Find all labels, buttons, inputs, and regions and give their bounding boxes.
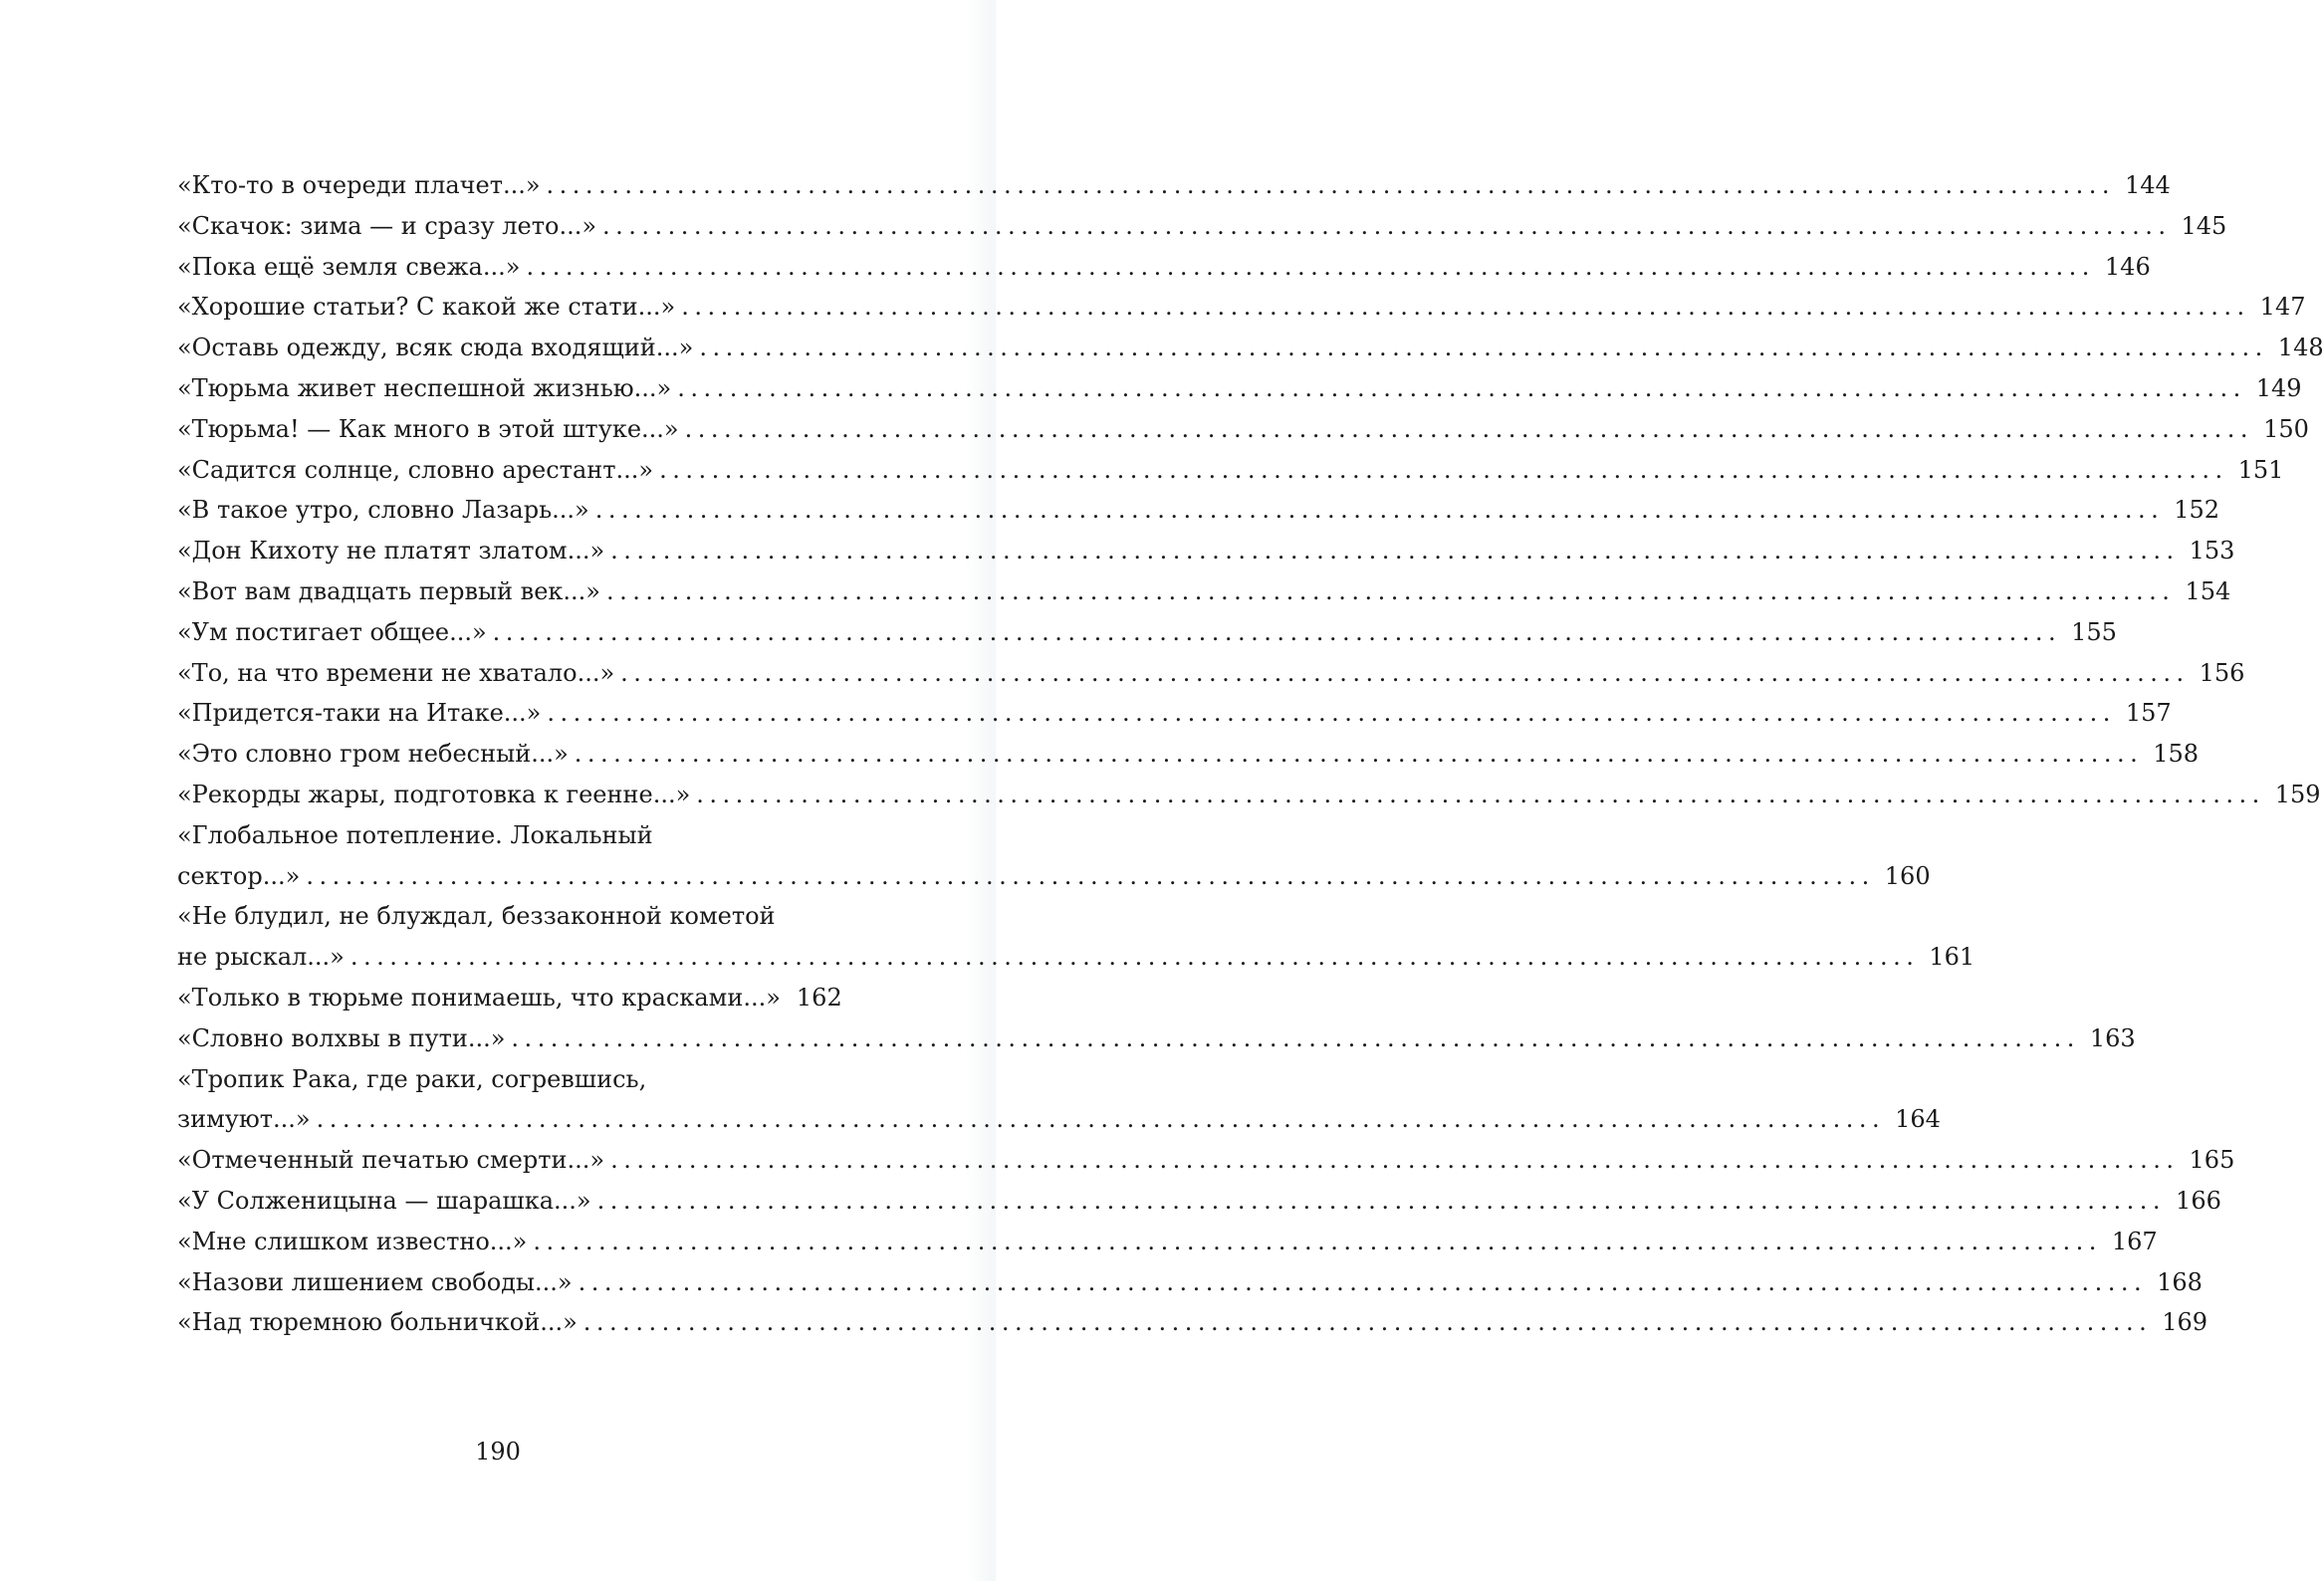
toc-entry-page: 156 bbox=[2199, 658, 2245, 687]
leader-dots: ........................................................................................................................ bbox=[610, 1146, 2180, 1175]
toc-entry bbox=[177, 409, 2309, 450]
toc-entry-title: «Только в тюрьме понимаешь, что красками...» bbox=[177, 983, 781, 1012]
toc-entry-title: «Тюрьма! — Как много в этой штуке...» bbox=[177, 414, 679, 443]
toc-entry-title: «Пока ещё земля свежа...» bbox=[177, 252, 521, 281]
toc-entry-first-line bbox=[177, 1059, 834, 1100]
toc-entry-title: «Тропик Рака, где раки, согревшись, bbox=[177, 1064, 647, 1093]
toc-entry-title: «Оставь одежду, всяк сюда входящий...» bbox=[177, 334, 694, 362]
toc-entry-title: «Кто-то в очереди плачет...» bbox=[177, 171, 541, 199]
leader-dots: ........................................................................................................................ bbox=[620, 658, 2190, 687]
toc-entry bbox=[177, 490, 2220, 531]
toc-entry-page: 163 bbox=[2089, 1023, 2136, 1052]
leader-dots: ........................................................................................................................ bbox=[594, 496, 2165, 525]
toc-entry-page: 161 bbox=[1929, 943, 1975, 972]
leader-dots: ........................................................................................................................ bbox=[533, 1227, 2102, 1255]
leader-dots: ........................................................................................................................ bbox=[605, 576, 2176, 605]
toc-entry bbox=[177, 531, 2235, 571]
toc-entry bbox=[177, 287, 2306, 328]
toc-entry bbox=[177, 1222, 2158, 1262]
toc-entry-title: «Это словно гром небесный...» bbox=[177, 740, 569, 769]
toc-entry-title: «Над тюремною больничкой...» bbox=[177, 1308, 578, 1337]
toc-entry bbox=[177, 734, 2200, 775]
toc-entry bbox=[177, 978, 842, 1018]
toc-entry-first-line bbox=[177, 896, 834, 937]
toc-entry-title-continued: сектор...» bbox=[177, 861, 301, 890]
toc-entry-page: 165 bbox=[2189, 1146, 2235, 1175]
toc-entry-page: 154 bbox=[2185, 576, 2231, 605]
toc-entry-title: «Словно волхвы в пути...» bbox=[177, 1023, 506, 1052]
toc-entry bbox=[177, 571, 2231, 612]
toc-entry-title: «Дон Кихоту не платят златом...» bbox=[177, 537, 605, 565]
toc-entry-page: 146 bbox=[2104, 252, 2151, 281]
toc-entry bbox=[177, 368, 2302, 409]
toc-entry bbox=[177, 653, 2245, 694]
toc-entry-title: «Хорошие статьи? С какой же стати...» bbox=[177, 293, 676, 322]
table-of-contents bbox=[177, 165, 2324, 1343]
toc-entry-page: 166 bbox=[2176, 1186, 2221, 1215]
toc-entry bbox=[177, 1302, 2208, 1343]
toc-entry-title: «Скачок: зима — и сразу лето...» bbox=[177, 211, 597, 240]
toc-entry-title: «В такое утро, словно Лазарь...» bbox=[177, 496, 589, 525]
toc-entry-page: 159 bbox=[2274, 780, 2321, 808]
toc-entry-page: 147 bbox=[2259, 293, 2306, 322]
toc-entry-title-continued: не рыскал...» bbox=[177, 943, 345, 972]
toc-entry-title: «Тюрьма живет неспешной жизнью...» bbox=[177, 373, 672, 402]
page-number: 190 bbox=[475, 1438, 521, 1466]
toc-entry-page: 149 bbox=[2255, 373, 2302, 402]
toc-entry bbox=[177, 1181, 2221, 1222]
toc-entry-page: 168 bbox=[2157, 1267, 2203, 1296]
toc-entry-title: «Ум постигает общее...» bbox=[177, 617, 487, 646]
toc-entry-title-continued: зимуют...» bbox=[177, 1105, 311, 1134]
leader-dots: ........................................................................................................................ bbox=[349, 943, 1920, 972]
leader-dots: ........................................................................................................................ bbox=[596, 1186, 2167, 1215]
toc-entry-title: «Назови лишением свободы...» bbox=[177, 1267, 573, 1296]
leader-dots: ........................................................................................................................ bbox=[492, 617, 2062, 646]
toc-entry-page: 151 bbox=[2237, 455, 2284, 484]
toc-entry-title: «То, на что времени не хватало...» bbox=[177, 658, 615, 687]
leader-dots: ........................................................................................................................ bbox=[699, 334, 2268, 362]
toc-entry-page: 152 bbox=[2174, 496, 2220, 525]
toc-entry-page: 155 bbox=[2071, 617, 2117, 646]
toc-entry-title: «Мне слишком известно...» bbox=[177, 1227, 528, 1255]
toc-entry-page: 167 bbox=[2111, 1227, 2158, 1255]
toc-entry-page: 157 bbox=[2125, 699, 2172, 728]
toc-entry bbox=[177, 328, 2324, 368]
leader-dots: ........................................................................................................................ bbox=[547, 699, 2116, 728]
leader-dots: ........................................................................................................................ bbox=[677, 373, 2246, 402]
leader-dots: ........................................................................................................................ bbox=[574, 740, 2144, 769]
leader-dots: ........................................................................................................................ bbox=[696, 780, 2265, 808]
leader-dots: ........................................................................................................................ bbox=[511, 1023, 2080, 1052]
toc-entry bbox=[177, 937, 1975, 978]
toc-entry bbox=[177, 612, 2117, 653]
toc-entry bbox=[177, 1018, 2136, 1059]
toc-entry-page: 148 bbox=[2277, 334, 2324, 362]
toc-entry bbox=[177, 247, 2151, 288]
leader-dots: ........................................................................................................................ bbox=[659, 455, 2228, 484]
leader-dots: ........................................................................................................................ bbox=[578, 1267, 2148, 1296]
leader-dots: ........................................................................................................................ bbox=[681, 293, 2250, 322]
toc-entry bbox=[177, 206, 2227, 247]
toc-entry-title: «Глобальное потепление. Локальный bbox=[177, 820, 653, 849]
toc-entry-page: 144 bbox=[2125, 171, 2171, 199]
leader-dots: ........................................................................................................................ bbox=[602, 211, 2172, 240]
toc-entry-page: 160 bbox=[1884, 861, 1931, 890]
toc-entry-page: 145 bbox=[2181, 211, 2227, 240]
toc-entry-title: «Вот вам двадцать первый век...» bbox=[177, 576, 600, 605]
toc-entry-page: 150 bbox=[2263, 414, 2309, 443]
toc-entry bbox=[177, 1099, 1941, 1140]
leader-dots: ........................................................................................................................ bbox=[684, 414, 2254, 443]
toc-entry bbox=[177, 1140, 2235, 1181]
toc-entry-title: «У Солженицына — шарашка...» bbox=[177, 1186, 591, 1215]
toc-entry-page: 162 bbox=[796, 983, 842, 1012]
toc-entry bbox=[177, 856, 1931, 897]
toc-entry-title: «Садится солнце, словно арестант...» bbox=[177, 455, 654, 484]
toc-entry-page: 153 bbox=[2189, 537, 2235, 565]
leader-dots: ........................................................................................................................ bbox=[582, 1308, 2153, 1337]
leader-dots: ........................................................................................................................ bbox=[316, 1105, 1886, 1134]
leader-dots: ........................................................................................................................ bbox=[610, 537, 2180, 565]
toc-entry bbox=[177, 450, 2284, 491]
toc-entry bbox=[177, 165, 2171, 206]
toc-entry bbox=[177, 775, 2321, 815]
toc-entry-first-line bbox=[177, 815, 834, 856]
leader-dots: ........................................................................................................................ bbox=[546, 171, 2116, 199]
leader-dots: ........................................................................................................................ bbox=[526, 252, 2095, 281]
leader-dots: ........................................................................................................................ bbox=[306, 861, 1875, 890]
toc-entry-page: 169 bbox=[2162, 1308, 2208, 1337]
toc-entry-title: «Отмеченный печатью смерти...» bbox=[177, 1146, 605, 1175]
toc-entry-title: «Не блудил, не блуждал, беззаконной кометой bbox=[177, 902, 776, 931]
toc-entry-page: 164 bbox=[1895, 1105, 1941, 1134]
toc-entry bbox=[177, 693, 2172, 734]
toc-entry-title: «Рекорды жары, подготовка к геенне...» bbox=[177, 780, 691, 808]
toc-entry-title: «Придется-таки на Итаке...» bbox=[177, 699, 542, 728]
toc-entry-page: 158 bbox=[2153, 740, 2200, 769]
toc-entry bbox=[177, 1262, 2203, 1303]
